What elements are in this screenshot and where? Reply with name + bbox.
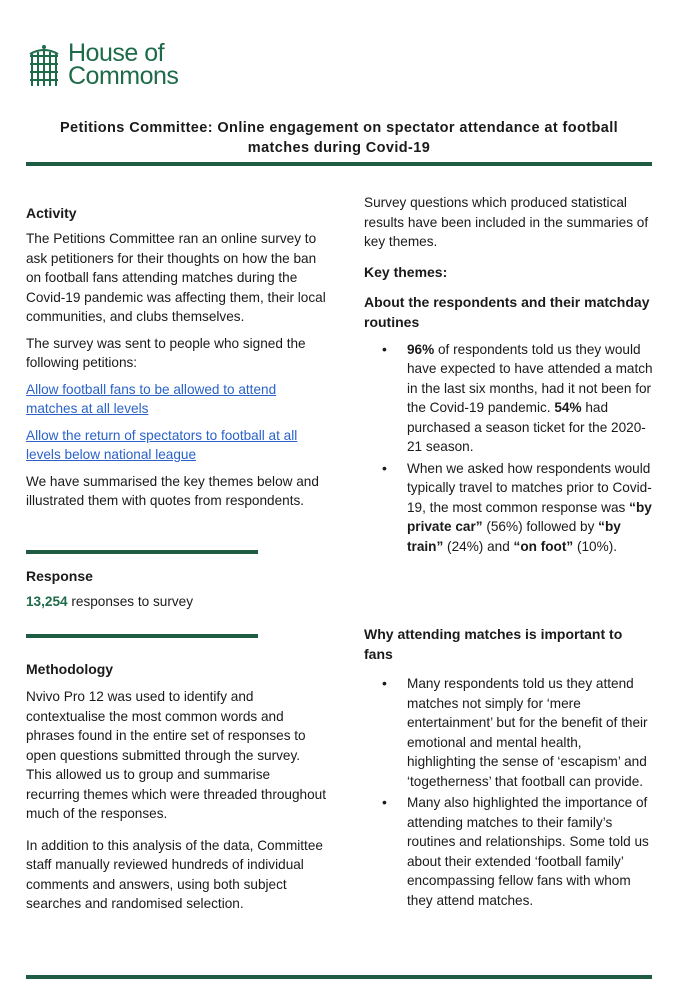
methodology-divider — [26, 634, 258, 638]
portcullis-icon — [26, 44, 62, 88]
response-divider — [26, 550, 258, 554]
about-respondents-heading: About the respondents and their matchday routines — [364, 293, 650, 330]
petition-link-2[interactable]: Allow the return of spectators to football at all levels below national league — [26, 427, 298, 462]
activity-paragraph-1: The Petitions Committee ran an online survey to ask petitioners for their thoughts on how the ban on football fans attending matches during the Covid-19 pandemic was affecting them, their local communities, and clubs themselves. — [26, 231, 326, 324]
right-column — [364, 193, 654, 558]
logo-wordmark — [68, 39, 179, 90]
why-attending-list — [364, 674, 654, 910]
methodology-paragraph-2: In addition to this analysis of the data, Committee staff manually reviewed hundreds of individual comments and answers, using both subject searches and randomised selection. — [26, 837, 323, 911]
response-suffix: responses to survey — [67, 594, 194, 609]
by-train: “by train” — [407, 519, 621, 554]
methodology-section — [26, 659, 326, 921]
intro-paragraph: Survey questions which produced statistical results have been included in the summaries of key themes. — [364, 195, 649, 249]
response-section — [26, 566, 326, 619]
left-column — [26, 203, 326, 518]
methodology-paragraph-1: Nvivo Pro 12 was used to identify and contextualise the most common words and phrases found in the entire set of responses to open questions submitted through the survey. This allowed us to group and summarise recurring themes which were threaded throughout much of the responses. — [26, 689, 326, 821]
response-heading: Response — [26, 568, 93, 584]
key-themes-heading: Key themes: — [364, 263, 448, 280]
petition-link-1[interactable]: Allow football fans to be allowed to attend matches at all levels — [26, 381, 277, 416]
car-percent: (56%) followed by — [482, 519, 599, 534]
why-attending-heading: Why attending matches is important to fans — [364, 626, 623, 662]
list-item: • Many also highlighted the importance of attending matches to their family’s routines and relationships. Some told us about their extended ‘football family’ encompassing fellow fans with whom they attend matches. — [407, 793, 654, 910]
list-item — [407, 459, 654, 557]
footer-divider — [26, 975, 652, 979]
logo-line-2: Commons — [68, 62, 179, 90]
methodology-heading: Methodology — [26, 661, 114, 677]
by-private-car: “by private car” — [407, 499, 652, 534]
list-item: • Many respondents told us they attend matches not simply for ‘mere entertainment’ but for the benefit of their emotional and mental health, highlighting the sense of ‘escapism’ and ‘togetherness’ that football can provide. — [407, 674, 654, 791]
title-divider — [26, 162, 652, 166]
logo-line-1: House of — [68, 39, 165, 67]
response-count: 13,254 — [26, 594, 68, 609]
bullet-2-text: When we asked how respondents would typically travel to matches prior to Covid-19, the most common response was — [407, 460, 652, 515]
stat-96: 96% — [407, 341, 435, 357]
document-title: Petitions Committee: Online engagement on spectator attendance at football matches during Covid-19 — [59, 120, 619, 156]
activity-heading: Activity — [26, 205, 77, 221]
train-percent: (24%) and — [443, 538, 514, 554]
why-attending-section — [364, 624, 654, 912]
house-of-commons-logo — [26, 39, 179, 90]
bullet-1-text: of respondents told us they would have expected to have attended a match in the last six months, had it not been for the Covid-19 pandemic. — [407, 341, 653, 415]
activity-paragraph-2: The survey was sent to people who signed the following petitions: — [26, 335, 306, 370]
list-item — [407, 340, 654, 457]
response-summary — [26, 592, 326, 612]
stat-54: 54% — [554, 400, 582, 415]
activity-paragraph-3: We have summarised the key themes below and illustrated them with quotes from respondents. — [26, 473, 319, 508]
bullet-1-text-2: had purchased a season ticket for the 2020-21 season. — [407, 400, 646, 454]
foot-percent: (10%). — [573, 538, 618, 554]
about-respondents-list — [364, 340, 654, 557]
on-foot: “on foot” — [513, 538, 574, 554]
